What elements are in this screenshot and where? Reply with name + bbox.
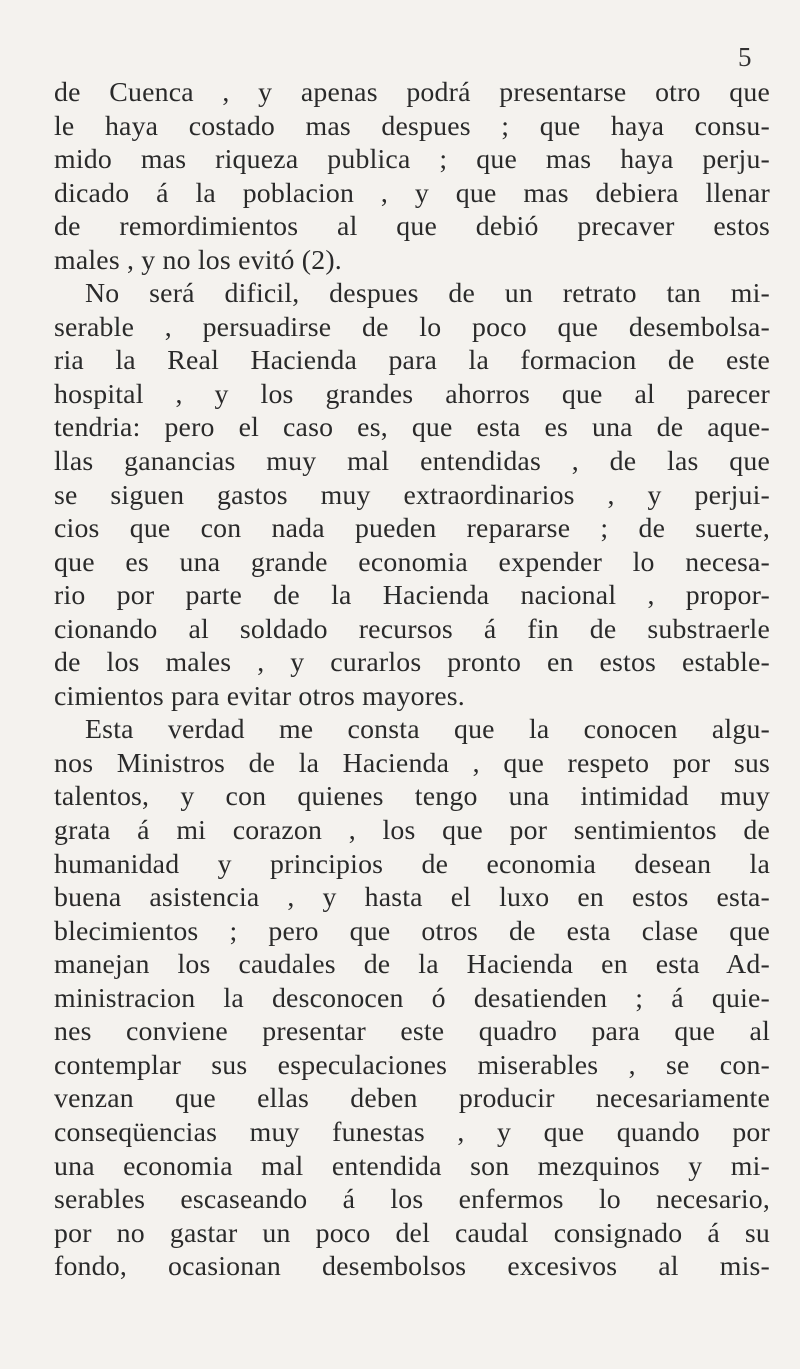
text-line: contemplar sus especulaciones miserables , se con- <box>54 1049 770 1081</box>
text-line: rio por parte de la Hacienda nacional , propor- <box>54 580 770 612</box>
text-line: Esta verdad me consta que la conocen algu- <box>85 714 770 746</box>
text-line: talentos, y con quienes tengo una intimidad muy <box>54 781 770 813</box>
text-line: tendria: pero el caso es, que esta es una de aque- <box>54 412 770 444</box>
page-number: 5 <box>738 42 752 72</box>
text-line: grata á mi corazon , los que por sentimientos de <box>54 815 770 847</box>
text-line: manejan los caudales de la Hacienda en esta Ad- <box>54 949 770 981</box>
text-line: ria la Real Hacienda para la formacion de este <box>54 345 770 377</box>
text-line: buena asistencia , y hasta el luxo en estos esta- <box>54 882 770 914</box>
text-line: de remordimientos al que debió precaver estos <box>54 211 770 243</box>
text-line: No será dificil, despues de un retrato tan mi- <box>85 278 770 310</box>
text-line: cimientos para evitar otros mayores. <box>54 680 465 712</box>
text-line: se siguen gastos muy extraordinarios , y perjui- <box>54 479 770 511</box>
text-line: nes conviene presentar este quadro para que al <box>54 1016 770 1048</box>
text-line: por no gastar un poco del caudal consignado á su <box>54 1217 770 1249</box>
text-line: blecimientos ; pero que otros de esta clase que <box>54 915 770 947</box>
text-line: que es una grande economia expender lo necesa- <box>54 546 770 578</box>
text-line: hospital , y los grandes ahorros que al parecer <box>54 378 770 410</box>
text-line: serables escaseando á los enfermos lo necesario, <box>54 1184 770 1216</box>
text-line: serable , persuadirse de lo poco que desembolsa- <box>54 311 770 343</box>
text-line: de los males , y curarlos pronto en estos estable- <box>54 647 770 679</box>
text-line: le haya costado mas despues ; que haya consu- <box>54 110 770 142</box>
text-line: fondo, ocasionan desembolsos excesivos al mis- <box>54 1251 770 1283</box>
text-line: dicado á la poblacion , y que mas debiera llenar <box>54 177 770 209</box>
body-text <box>54 76 770 1284</box>
text-line: mido mas riqueza publica ; que mas haya perju- <box>54 144 770 176</box>
text-line: humanidad y principios de economia desean la <box>54 848 770 880</box>
text-line: de Cuenca , y apenas podrá presentarse otro que <box>54 77 770 108</box>
text-line: nos Ministros de la Hacienda , que respeto por sus <box>54 747 770 779</box>
text-line: males , y no los evitó (2). <box>54 244 342 276</box>
text-line: cios que con nada pueden repararse ; de suerte, <box>54 513 770 545</box>
text-line: venzan que ellas deben producir necesariamente <box>54 1083 770 1115</box>
text-line: conseqüencias muy funestas , y que quando por <box>54 1116 770 1148</box>
text-line: una economia mal entendida son mezquinos y mi- <box>54 1150 770 1182</box>
text-line: llas ganancias muy mal entendidas , de las que <box>54 446 770 478</box>
text-line: ministracion la desconocen ó desatienden ; á quie- <box>54 982 770 1014</box>
text-line: cionando al soldado recursos á fin de substraerle <box>54 613 770 645</box>
